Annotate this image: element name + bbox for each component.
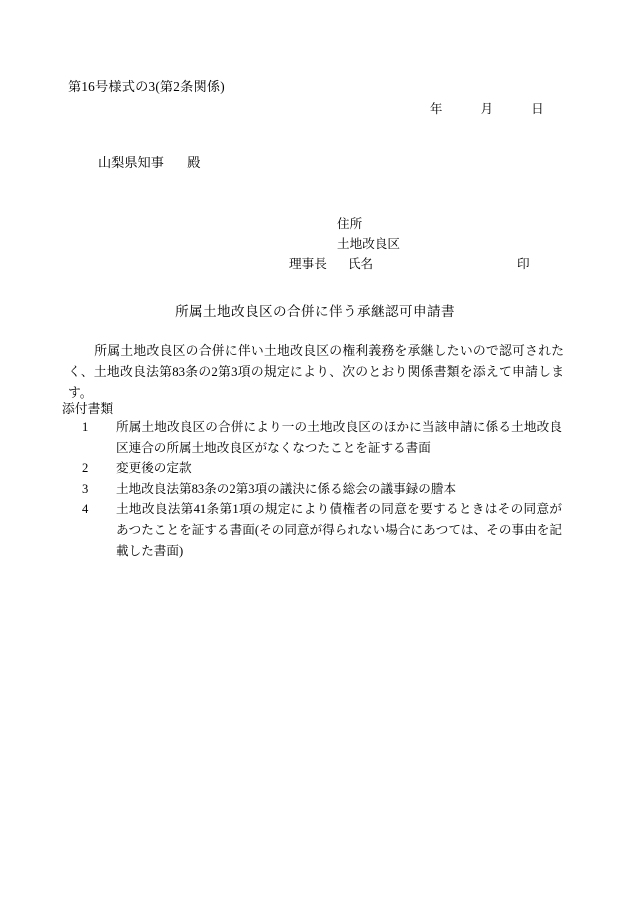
date-day-label: 日	[531, 102, 544, 116]
applicant-name-label: 氏名	[347, 257, 374, 271]
list-item	[82, 417, 562, 458]
seal-label: 印	[517, 257, 530, 271]
body-paragraph	[68, 341, 564, 404]
applicant-org-label: 土地改良区	[337, 237, 400, 251]
list-item-text: 所属土地改良区の合併により一の土地改良区のほかに当該申請に係る土地改良区連合の所属土地改良区がなくなつたことを証する書面	[116, 420, 563, 455]
page-title: 所属土地改良区の合併に伴う承継認可申請書	[175, 304, 455, 319]
list-item-text: 変更後の定款	[116, 461, 192, 476]
list-item	[82, 499, 562, 561]
applicant-address-row	[337, 214, 400, 234]
form-number: 第16号様式の3(第2条関係)	[68, 79, 225, 94]
list-item-number: 3	[82, 481, 89, 496]
date-line	[430, 99, 544, 117]
applicant-chief-row	[289, 254, 530, 274]
addressee-honorific: 殿	[187, 155, 201, 170]
list-item-number: 4	[82, 502, 89, 517]
list-item-number: 2	[82, 461, 89, 476]
date-month-label: 月	[480, 102, 493, 116]
list-item-text: 土地改良法第83条の2第3項の議決に係る総会の議事録の謄本	[116, 481, 457, 496]
attachments-heading: 添付書類	[62, 402, 114, 416]
list-item	[82, 458, 562, 479]
list-item	[82, 479, 562, 500]
addressee	[98, 152, 200, 171]
addressee-name: 山梨県知事	[98, 155, 164, 170]
applicant-address-label: 住所	[337, 217, 363, 231]
body-paragraph-text: 所属土地改良区の合併に伴い土地改良区の権利義務を承継したいので認可されたく、土地改良法第83条の2第3項の規定により、次のとおり関係書類を添えて申請します。	[68, 344, 564, 400]
applicant-title-label: 理事長	[289, 257, 327, 271]
applicant-org-row	[337, 234, 400, 254]
applicant-block	[289, 214, 530, 274]
list-item-text: 土地改良法第41条第1項の規定により債権者の同意を要するときはその同意があつたことを証する書面(その同意が得られない場合にあつては、その事由を記載した書面)	[116, 502, 562, 558]
attachments-list	[82, 417, 562, 561]
list-item-number: 1	[82, 420, 89, 434]
date-year-label: 年	[430, 102, 443, 116]
